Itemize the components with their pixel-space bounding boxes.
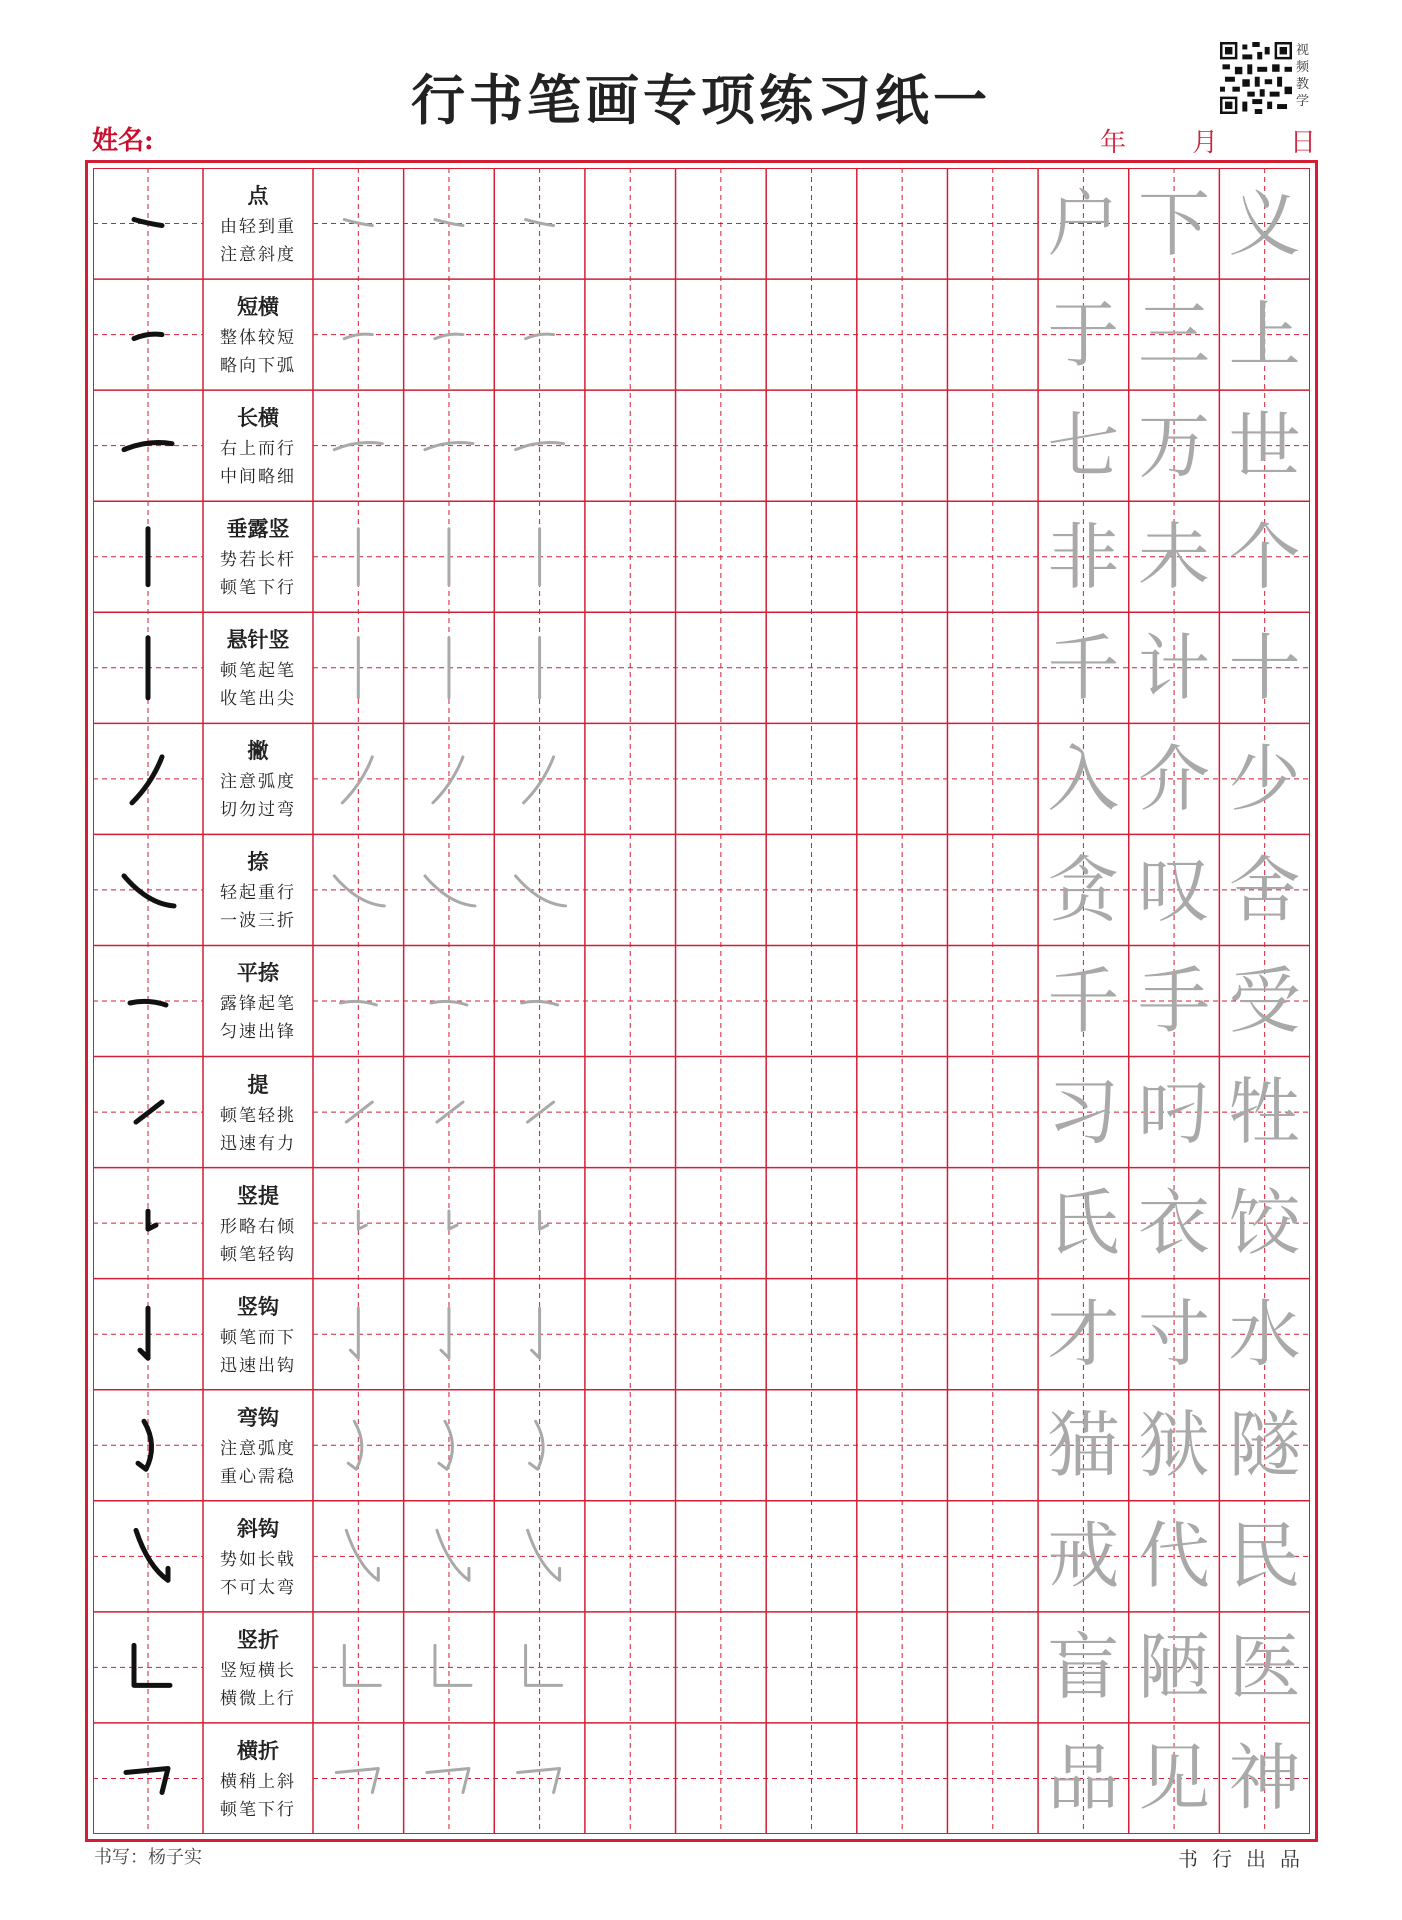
example-character: 世 bbox=[1228, 403, 1301, 488]
stroke-tip: 迅速有力 bbox=[220, 1133, 296, 1154]
stroke-name: 点 bbox=[247, 183, 269, 208]
example-character: 盲 bbox=[1047, 1625, 1120, 1710]
example-character: 见 bbox=[1138, 1736, 1211, 1821]
example-character: 民 bbox=[1228, 1514, 1301, 1599]
example-character: 介 bbox=[1138, 736, 1211, 821]
stroke-tip: 竖短横长 bbox=[220, 1660, 296, 1681]
model-stroke-icon bbox=[130, 1001, 166, 1005]
example-character: 七 bbox=[1047, 403, 1120, 488]
stroke-name: 竖钩 bbox=[237, 1293, 279, 1319]
stroke-name: 横折 bbox=[237, 1737, 279, 1763]
example-character: 才 bbox=[1047, 1292, 1120, 1377]
stroke-name: 长横 bbox=[237, 405, 279, 431]
trace-stroke bbox=[340, 1001, 376, 1005]
stroke-name: 斜钩 bbox=[237, 1515, 279, 1541]
trace-stroke bbox=[346, 1530, 378, 1580]
example-character: 计 bbox=[1138, 625, 1211, 710]
model-stroke-icon bbox=[140, 1308, 148, 1358]
stroke-tip: 中间略细 bbox=[220, 467, 296, 488]
example-character: 千 bbox=[1047, 959, 1120, 1043]
example-character: 三 bbox=[1138, 292, 1211, 377]
trace-stroke bbox=[344, 334, 372, 339]
example-character: 隧 bbox=[1228, 1403, 1301, 1488]
stroke-tip: 匀速出锋 bbox=[220, 1022, 296, 1043]
stroke-tip: 顿笔轻挑 bbox=[220, 1105, 296, 1126]
model-stroke-icon bbox=[134, 1645, 170, 1685]
stroke-tip: 横微上行 bbox=[220, 1688, 296, 1709]
trace-stroke bbox=[342, 757, 372, 803]
example-character: 入 bbox=[1047, 736, 1120, 821]
example-character: 少 bbox=[1228, 736, 1301, 821]
model-stroke-icon bbox=[134, 220, 162, 226]
example-character: 陋 bbox=[1138, 1625, 1211, 1710]
stroke-name: 弯钩 bbox=[237, 1404, 279, 1430]
stroke-name: 竖折 bbox=[237, 1626, 279, 1652]
stroke-tip: 一波三折 bbox=[220, 911, 296, 932]
example-character: 代 bbox=[1138, 1514, 1211, 1599]
example-character: 受 bbox=[1228, 959, 1301, 1043]
trace-stroke bbox=[435, 1645, 471, 1685]
stroke-tip: 顿笔下行 bbox=[220, 578, 296, 599]
trace-stroke bbox=[522, 1001, 558, 1005]
trace-stroke bbox=[350, 1308, 358, 1358]
stroke-tip: 注意弧度 bbox=[220, 772, 296, 793]
trace-stroke bbox=[518, 1768, 560, 1792]
stroke-name: 竖提 bbox=[237, 1182, 279, 1208]
trace-stroke bbox=[449, 1211, 457, 1229]
stroke-tip: 顿笔轻钩 bbox=[220, 1244, 296, 1265]
stroke-tip: 收笔出尖 bbox=[220, 689, 296, 710]
model-stroke-icon bbox=[148, 1211, 156, 1229]
stroke-tip: 整体较短 bbox=[220, 328, 296, 349]
trace-stroke bbox=[528, 1530, 560, 1580]
trace-stroke bbox=[425, 876, 475, 906]
trace-stroke bbox=[441, 1308, 449, 1358]
example-character: 习 bbox=[1047, 1070, 1120, 1155]
example-character: 叹 bbox=[1138, 847, 1211, 932]
trace-stroke bbox=[540, 1211, 548, 1229]
trace-stroke bbox=[427, 1768, 469, 1792]
example-character: 下 bbox=[1138, 181, 1211, 266]
example-character: 手 bbox=[1138, 959, 1211, 1043]
stroke-name: 垂露竖 bbox=[226, 516, 290, 542]
trace-stroke bbox=[532, 1308, 540, 1358]
stroke-tip: 重心需稳 bbox=[220, 1466, 296, 1487]
example-character: 叼 bbox=[1138, 1070, 1211, 1155]
example-character: 义 bbox=[1228, 181, 1301, 266]
example-character: 舍 bbox=[1228, 847, 1301, 932]
page-title: 行书笔画专项练习纸一 bbox=[411, 68, 991, 132]
stroke-tip: 轻起重行 bbox=[220, 883, 296, 904]
trace-stroke bbox=[336, 1768, 378, 1792]
example-character: 户 bbox=[1047, 181, 1120, 266]
example-character: 贪 bbox=[1047, 847, 1120, 932]
model-stroke-icon bbox=[124, 876, 174, 906]
trace-stroke bbox=[344, 1645, 380, 1685]
example-character: 狱 bbox=[1138, 1403, 1211, 1488]
stroke-tip: 不可太弯 bbox=[220, 1577, 296, 1598]
example-character: 神 bbox=[1228, 1736, 1301, 1821]
stroke-name: 短横 bbox=[237, 294, 279, 320]
example-character: 衣 bbox=[1138, 1181, 1211, 1266]
stroke-tip: 迅速出钩 bbox=[220, 1355, 296, 1376]
trace-stroke bbox=[334, 876, 384, 906]
example-character: 氏 bbox=[1047, 1181, 1120, 1266]
example-character: 个 bbox=[1228, 514, 1301, 599]
stroke-tip: 横稍上斜 bbox=[220, 1771, 296, 1792]
trace-stroke bbox=[526, 1645, 562, 1685]
example-character: 上 bbox=[1228, 292, 1301, 377]
trace-stroke bbox=[437, 1530, 469, 1580]
stroke-tip: 注意弧度 bbox=[220, 1438, 296, 1459]
model-stroke-icon bbox=[132, 757, 162, 803]
stroke-tip: 顿笔而下 bbox=[220, 1327, 296, 1348]
date-year-label: 年 bbox=[1100, 128, 1127, 158]
example-character: 万 bbox=[1138, 403, 1211, 488]
qr-label: 视频教学 bbox=[1296, 43, 1310, 109]
trace-stroke bbox=[524, 757, 554, 803]
example-character: 寸 bbox=[1138, 1292, 1211, 1377]
example-character: 千 bbox=[1047, 625, 1120, 710]
example-character: 未 bbox=[1138, 514, 1211, 599]
stroke-tip: 切勿过弯 bbox=[220, 800, 296, 821]
model-stroke-icon bbox=[136, 1530, 168, 1580]
model-stroke-icon bbox=[126, 1768, 168, 1792]
stroke-tip: 注意斜度 bbox=[220, 245, 296, 265]
stroke-tip: 略向下弧 bbox=[220, 356, 296, 377]
example-character: 品 bbox=[1047, 1736, 1120, 1821]
stroke-tip: 顿笔下行 bbox=[220, 1799, 296, 1820]
example-character: 猫 bbox=[1047, 1403, 1120, 1488]
stroke-tip: 顿笔起笔 bbox=[220, 661, 296, 682]
stroke-tip: 形略右倾 bbox=[220, 1216, 296, 1237]
model-stroke-icon bbox=[134, 334, 162, 339]
example-character: 医 bbox=[1228, 1625, 1301, 1710]
trace-stroke bbox=[516, 876, 566, 906]
example-character: 于 bbox=[1047, 292, 1120, 377]
stroke-name: 平捺 bbox=[237, 960, 279, 986]
stroke-name: 悬针竖 bbox=[226, 627, 290, 653]
stroke-tip: 露锋起笔 bbox=[220, 994, 296, 1015]
example-character: 水 bbox=[1228, 1292, 1301, 1377]
stroke-name: 撇 bbox=[247, 738, 269, 764]
trace-stroke bbox=[431, 1001, 467, 1005]
example-character: 十 bbox=[1228, 625, 1301, 710]
publisher-credit: 书行出品 bbox=[1178, 1847, 1314, 1871]
example-character: 非 bbox=[1047, 514, 1120, 599]
author-credit: 书写：杨子实 bbox=[94, 1847, 202, 1868]
stroke-name: 提 bbox=[247, 1071, 269, 1097]
name-label: 姓名: bbox=[92, 126, 154, 156]
stroke-tip: 由轻到重 bbox=[220, 217, 296, 237]
example-character: 牲 bbox=[1228, 1070, 1301, 1155]
trace-stroke bbox=[433, 757, 463, 803]
stroke-name: 捺 bbox=[247, 849, 269, 875]
date-day-label: 日 bbox=[1290, 128, 1317, 158]
trace-stroke bbox=[358, 1211, 366, 1229]
stroke-tip: 右上而行 bbox=[220, 439, 296, 460]
stroke-tip: 势如长戟 bbox=[220, 1549, 296, 1570]
example-character: 戒 bbox=[1047, 1514, 1120, 1599]
stroke-tip: 势若长杆 bbox=[220, 550, 296, 571]
example-character: 饺 bbox=[1228, 1181, 1301, 1266]
date-month-label: 月 bbox=[1192, 128, 1219, 158]
